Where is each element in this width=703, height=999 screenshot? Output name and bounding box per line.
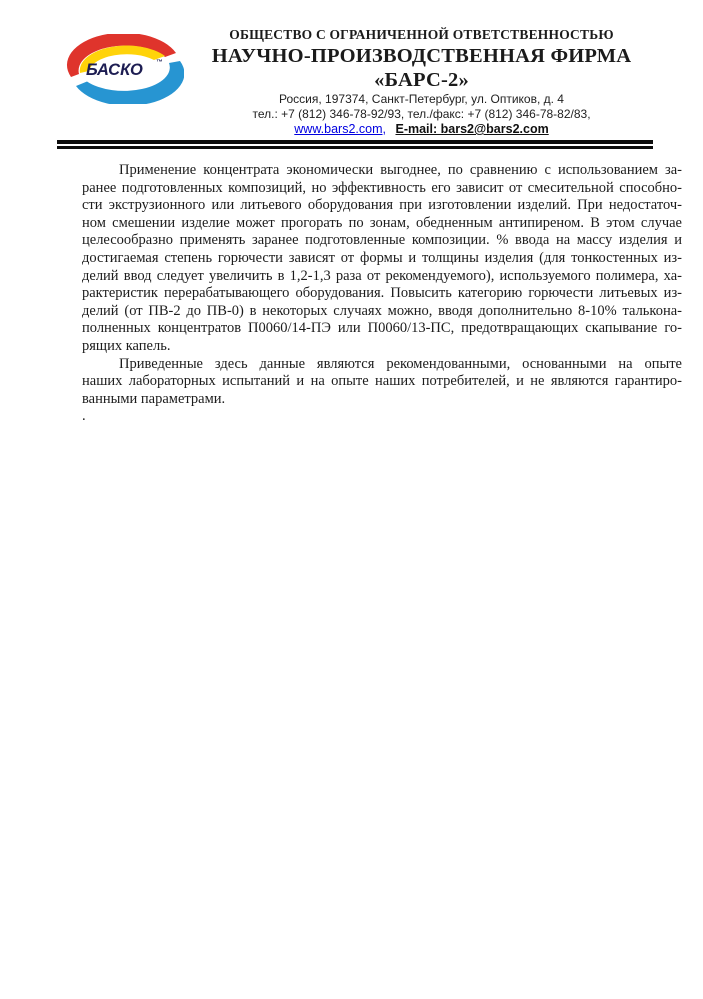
paragraph1-last-line: рящих капель.	[82, 337, 171, 354]
paragraph1-line: полненных концентратов П0060/14-ПЭ или П0060/13-ПС, предотвращающих скапывание го-	[82, 320, 682, 337]
paragraph2-last-line: ванными параметрами.	[82, 390, 226, 407]
paragraph1-line: рактеристик перерабатывающего оборудования. Повысить категорию горючести литьевых из-	[82, 285, 682, 302]
paragraph1-line: ном смешении изделие может прогорать по зонам, обедненным антипиреном. В этом случае	[82, 214, 682, 231]
paragraph1-line: Применение концентрата экономически выгоднее, по сравнению с использованием за-	[119, 162, 682, 178]
paragraph1-line: целесообразно применять заранее подготовленные композиции. % ввода на массу изделия и	[82, 232, 682, 249]
org-type-line: ОБЩЕСТВО С ОГРАНИЧЕННОЙ ОТВЕТСТВЕННОСТЬЮ	[229, 27, 614, 42]
paragraph1-line: делий ввод следует увеличить в 1,2-1,3 раза от рекомендуемого), используемого полимера, ха-	[82, 267, 682, 284]
email-text: E-mail: bars2@bars2.com	[395, 122, 549, 136]
paragraph2-line: Приведенные здесь данные являются рекомендованными, основанными на опыте	[119, 355, 682, 372]
letterhead-text	[190, 26, 653, 137]
logo-wordmark: БАСКО	[86, 61, 143, 79]
paragraph1-line: ранее подготовленных композиций, но эффективность его зависит от смесительной способно-	[82, 179, 682, 196]
letterhead	[0, 0, 703, 137]
logo-trademark-symbol: ™	[156, 59, 163, 66]
trailing-dot: .	[82, 408, 86, 425]
phones-line: тел.: +7 (812) 346-78-92/93, тел./факс: +7 (812) 346-78-82/83,	[252, 106, 591, 121]
contact-links-line	[190, 122, 653, 137]
paragraph1-line: достигаемая степень горючести зависят от формы и толщины изделия (для тонкостенных из-	[82, 249, 682, 266]
link-separator: ,	[382, 122, 386, 136]
website-link[interactable]: www.bars2.com	[294, 122, 383, 136]
paragraph2-line: наших лабораторных испытаний и на опыте наших потребителей, и не являются гарантиро-	[82, 373, 682, 390]
body-text	[82, 162, 682, 426]
paragraph1-line: делий (от ПВ-2 до ПВ-0) в некоторых случаях можно, вводя дополнительно 8-10% талькона-	[82, 302, 682, 319]
basko-logo	[66, 34, 184, 104]
address-line: Россия, 197374, Санкт-Петербург, ул. Оптиков, д. 4	[279, 92, 564, 106]
header-rule	[57, 140, 653, 149]
firm-name-line: НАУЧНО-ПРОИЗВОДСТВЕННАЯ ФИРМА «БАРС-2»	[211, 45, 632, 91]
paragraph1-line: сти экструзионного или литьевого оборудования при изготовлении изделий. При недостаточ-	[82, 197, 682, 214]
